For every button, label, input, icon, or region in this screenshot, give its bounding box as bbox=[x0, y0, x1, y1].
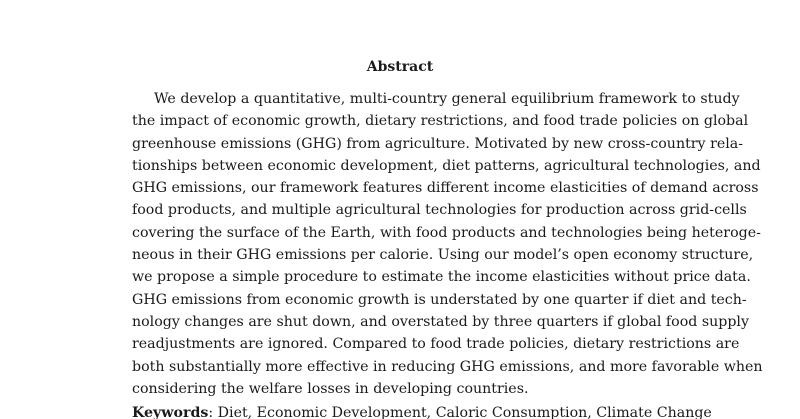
keywords-label: Keywords bbox=[132, 405, 209, 419]
abstract-line: We develop a quantitative, multi-country general equilibrium framework to study bbox=[154, 91, 740, 107]
abstract-line: we propose a simple procedure to estimate the income elasticities without price data. bbox=[132, 269, 751, 286]
abstract-line: the impact of economic growth, dietary restrictions, and food trade policies on global bbox=[132, 113, 749, 130]
abstract-body bbox=[132, 88, 763, 400]
abstract-heading: Abstract bbox=[366, 59, 434, 75]
abstract-line: nology changes are shut down, and overstated by three quarters if global food supply bbox=[132, 313, 749, 330]
abstract-line: neous in their GHG emissions per calorie. Using our model’s open economy structure, bbox=[132, 247, 754, 264]
abstract-line: readjustments are ignored. Compared to food trade policies, dietary restrictions are bbox=[132, 336, 740, 353]
keywords-text: Diet, Economic Development, Caloric Consumption, Climate Change bbox=[213, 405, 712, 419]
abstract-line: both substantially more effective in reducing GHG emissions, and more favorable when bbox=[132, 358, 763, 375]
abstract-line: considering the welfare losses in developing countries. bbox=[132, 380, 529, 397]
keywords-line bbox=[132, 403, 712, 419]
abstract-line: food products, and multiple agricultural technologies for production across grid-cells bbox=[132, 202, 747, 219]
keywords-separator: : bbox=[208, 405, 214, 419]
abstract-line: GHG emissions, our framework features different income elasticities of demand across bbox=[132, 180, 759, 197]
abstract-line: covering the surface of the Earth, with food products and technologies being heteroge- bbox=[132, 224, 761, 241]
abstract-line: tionships between economic development, diet patterns, agricultural technologies, and bbox=[132, 157, 761, 174]
abstract-line: greenhouse emissions (GHG) from agriculture. Motivated by new cross-country rela- bbox=[132, 135, 744, 152]
abstract-line: GHG emissions from economic growth is understated by one quarter if diet and tech- bbox=[132, 291, 747, 308]
